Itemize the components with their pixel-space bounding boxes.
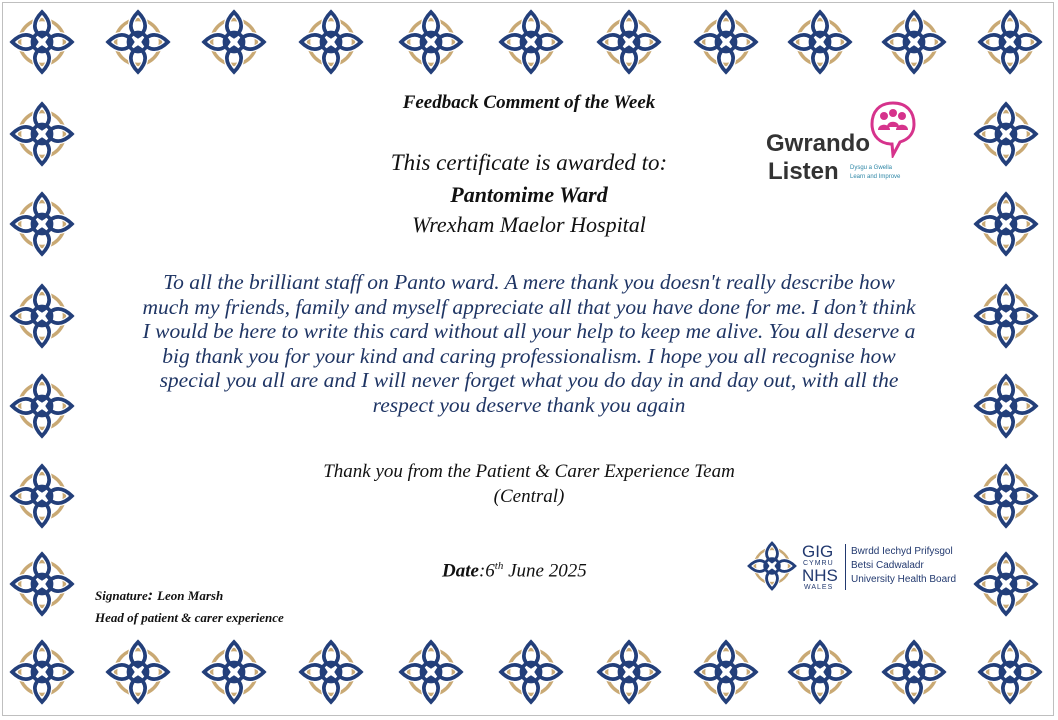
celtic-knot-icon <box>8 282 76 350</box>
celtic-knot-icon <box>880 8 948 76</box>
thanks-line: Thank you from the Patient & Carer Experience Team <box>323 461 735 482</box>
recipient-name: Pantomime Ward <box>450 182 608 207</box>
certificate-title: Feedback Comment of the Week <box>402 92 656 113</box>
signature: Signature: Leon Marsh <box>95 587 224 604</box>
comment-line: much my friends, family and myself appreciate all that you have done for me. I don’t think <box>142 294 916 319</box>
nhs-bcuhb-logo <box>746 538 968 596</box>
signature-label: Signature <box>95 588 148 603</box>
speech-people-icon <box>868 100 918 158</box>
celtic-knot-icon <box>786 8 854 76</box>
celtic-knot-icon <box>200 8 268 76</box>
celtic-knot-icon <box>692 8 760 76</box>
celtic-knot-icon <box>397 638 465 706</box>
celtic-knot-icon <box>200 638 268 706</box>
celtic-knot-icon <box>297 638 365 706</box>
tagline-welsh: Dysgu a Gwella <box>850 165 893 171</box>
comment-line: To all the brilliant staff on Panto ward. A mere thank you doesn't really describe how <box>163 270 895 294</box>
date-label: Date <box>442 560 479 582</box>
comment-line: I would be here to write this card without all your help to keep me alive. You all deserve a <box>142 319 916 343</box>
comment-line: respect you deserve thank you again <box>372 392 686 417</box>
signature-role: Head of patient & carer experience <box>95 610 284 625</box>
celtic-knot-icon <box>104 8 172 76</box>
celtic-knot-icon <box>104 638 172 706</box>
celtic-knot-icon <box>976 8 1044 76</box>
date-rest: June 2025 <box>503 560 587 582</box>
celtic-knot-icon <box>976 638 1044 706</box>
gig-text: GIG <box>802 542 834 561</box>
gwrando-word: Gwrando <box>766 130 871 157</box>
gwrando-listen-logo <box>766 100 926 190</box>
comment-line: special you all are and I will never forget what you do day in and day out, with all the <box>159 368 899 392</box>
celtic-knot-icon <box>497 8 565 76</box>
celtic-knot-icon <box>692 638 760 706</box>
celtic-knot-icon <box>297 8 365 76</box>
awarded-text: This certificate is awarded to: <box>390 150 668 175</box>
tagline-english: Learn and Improve <box>850 174 901 180</box>
cymru-text: CYMRU <box>803 560 834 567</box>
comment-line: big thank you for your kind and caring professionalism. I hope you all recognise how <box>162 343 896 368</box>
signature-name: Leon Marsh <box>157 588 224 603</box>
celtic-knot-icon <box>786 638 854 706</box>
celtic-knot-icon <box>595 8 663 76</box>
celtic-knot-icon <box>746 540 798 592</box>
thanks-team: (Central) <box>493 485 565 507</box>
celtic-knot-icon <box>972 550 1040 618</box>
celtic-knot-icon <box>497 638 565 706</box>
board-line1: Bwrdd Iechyd Prifysgol <box>851 546 953 557</box>
feedback-comment <box>90 270 968 417</box>
celtic-knot-icon <box>8 638 76 706</box>
date-suffix: th <box>494 560 504 572</box>
celtic-knot-icon <box>397 8 465 76</box>
celtic-knot-icon <box>972 282 1040 350</box>
board-line3: University Health Board <box>851 574 957 585</box>
celtic-knot-icon <box>8 372 76 440</box>
celtic-knot-icon <box>8 550 76 618</box>
wales-text: WALES <box>804 584 834 591</box>
date-day: 6 <box>485 560 495 582</box>
listen-word: Listen <box>768 158 839 185</box>
thanks-message <box>0 460 1058 509</box>
celtic-knot-icon <box>8 8 76 76</box>
nhs-text: NHS <box>802 566 838 585</box>
certificate-date: Date:6th June 2025 <box>442 560 587 582</box>
celtic-knot-icon <box>880 638 948 706</box>
hospital-name: Wrexham Maelor Hospital <box>412 212 646 237</box>
celtic-knot-icon <box>972 372 1040 440</box>
celtic-knot-icon <box>595 638 663 706</box>
logo-divider <box>845 544 846 590</box>
board-line2: Betsi Cadwaladr <box>851 560 924 571</box>
